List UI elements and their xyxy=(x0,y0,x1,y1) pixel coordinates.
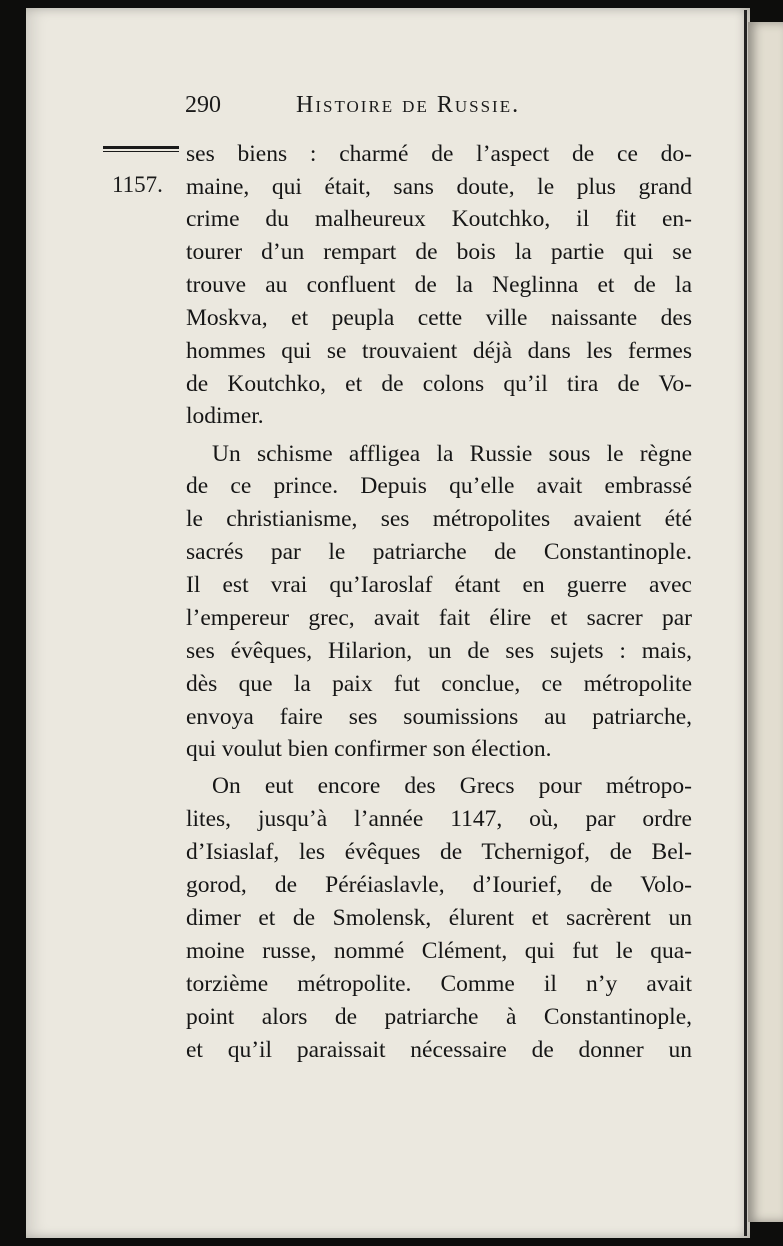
text-line: point alors de patriarche à Constantinople, xyxy=(186,1004,692,1030)
text-line: ses évêques, Hilarion, un de ses sujets : mais, xyxy=(186,638,692,664)
text-line: torzième métropolite. Comme il n’y avait xyxy=(186,971,692,997)
text-line: On eut encore des Grecs pour métropo- xyxy=(212,773,692,799)
text-line: maine, qui était, sans doute, le plus grand xyxy=(186,174,692,200)
text-line: qui voulut bien confirmer son élection. xyxy=(186,736,552,762)
text-line: Moskva, et peupla cette ville naissante des xyxy=(186,305,692,331)
text-line: dimer et de Smolensk, élurent et sacrèrent un xyxy=(186,905,692,931)
text-line: crime du malheureux Koutchko, il fit en- xyxy=(186,206,692,232)
text-line: le christianisme, ses métropolites avaient été xyxy=(186,506,692,532)
text-line: l’empereur grec, avait fait élire et sacrer par xyxy=(186,605,692,631)
text-line: tourer d’un rempart de bois la partie qui se xyxy=(186,239,692,265)
text-line: de ce prince. Depuis qu’elle avait embrassé xyxy=(186,473,692,499)
next-page-edge xyxy=(748,22,783,1222)
running-title: Histoire de Russie. xyxy=(296,92,521,118)
text-line: moine russe, nommé Clément, qui fut le qua- xyxy=(186,938,692,964)
text-line: trouve au confluent de la Neglinna et de la xyxy=(186,272,692,298)
text-line: lodimer. xyxy=(186,403,264,429)
text-line: lites, jusqu’à l’année 1147, où, par ordre xyxy=(186,806,692,832)
text-line: envoya faire ses soumissions au patriarche, xyxy=(186,704,692,730)
text-line: et qu’il paraissait nécessaire de donner un xyxy=(186,1037,692,1063)
text-line: Il est vrai qu’Iaroslaf étant en guerre avec xyxy=(186,572,692,598)
text-line: d’Isiaslaf, les évêques de Tchernigof, de Bel- xyxy=(186,839,692,865)
running-head xyxy=(0,92,783,122)
text-line: ses biens : charmé de l’aspect de ce do- xyxy=(186,141,692,167)
text-line: dès que la paix fut conclue, ce métropolite xyxy=(186,671,692,697)
text-line: sacrés par le patriarche de Constantinople. xyxy=(186,539,692,565)
text-line: Un schisme affligea la Russie sous le règne xyxy=(212,441,692,467)
page-number: 290 xyxy=(185,92,221,118)
margin-rule xyxy=(103,146,179,152)
text-line: gorod, de Péréiaslavle, d’Iourief, de Volo- xyxy=(186,872,692,898)
text-line: hommes qui se trouvaient déjà dans les fermes xyxy=(186,338,692,364)
margin-year: 1157. xyxy=(112,172,163,197)
text-line: de Koutchko, et de colons qu’il tira de Vo- xyxy=(186,371,692,397)
page-gutter xyxy=(744,10,747,1236)
